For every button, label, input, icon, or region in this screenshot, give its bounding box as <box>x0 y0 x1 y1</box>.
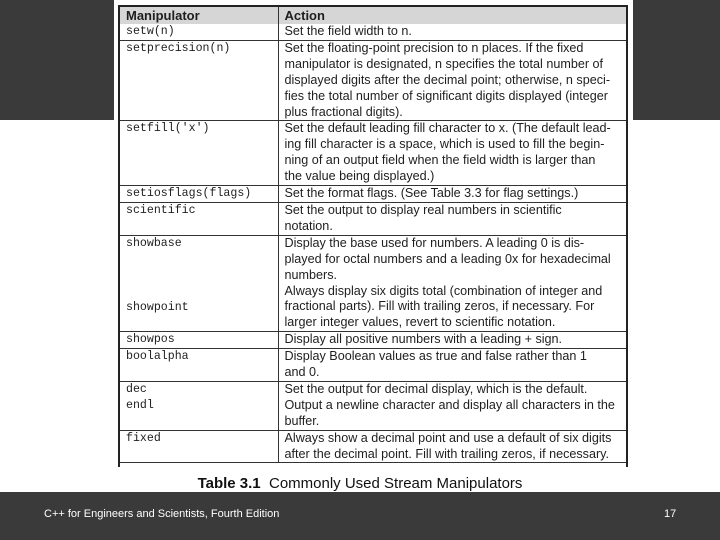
action-line: buffer. <box>284 413 320 428</box>
manipulator-name: setiosflags(flags) <box>126 187 252 201</box>
manipulator-cell <box>120 349 278 382</box>
manipulator-name: showpoint <box>126 300 189 314</box>
action-cell <box>278 430 626 463</box>
action-line: Set the output for decimal display, which is the default. <box>284 381 588 396</box>
action-cell <box>278 121 626 186</box>
action-cell <box>278 186 626 203</box>
action-cell <box>278 332 626 349</box>
table-row <box>120 381 626 397</box>
action-cell <box>278 349 626 382</box>
action-cell <box>278 202 626 235</box>
action-line: fies the total number of significant digits displayed (integer <box>284 88 608 103</box>
table-row <box>120 186 626 203</box>
action-line: larger integer values, revert to scientific notation. <box>284 315 556 330</box>
manipulator-cell <box>120 284 278 332</box>
table-row <box>120 235 626 283</box>
table-row <box>120 40 626 121</box>
action-line: Set the field width to n. <box>284 24 412 38</box>
table-row <box>120 430 626 463</box>
table-header-row <box>120 7 626 24</box>
manipulator-cell <box>120 202 278 235</box>
action-line: notation. <box>284 218 333 233</box>
action-line: Display all positive numbers with a leading + sign. <box>284 332 563 347</box>
manipulator-cell <box>120 121 278 186</box>
action-line: Always show a decimal point and use a default of six digits <box>284 430 612 445</box>
action-cell <box>278 235 626 283</box>
action-line: Display the base used for numbers. A leading 0 is dis- <box>284 235 585 250</box>
table-caption <box>0 475 720 492</box>
manipulator-name: showbase <box>126 236 182 250</box>
header-action: Action <box>278 7 626 24</box>
manipulator-cell <box>120 430 278 463</box>
table <box>120 7 626 463</box>
action-cell <box>278 40 626 121</box>
manipulator-cell <box>120 332 278 349</box>
footer-book-title: C++ for Engineers and Scientists, Fourth Edition <box>44 508 280 520</box>
header-manipulator: Manipulator <box>120 7 278 24</box>
caption-text: Commonly Used Stream Manipulators <box>269 475 523 492</box>
table-row <box>120 398 626 430</box>
manipulator-name: setprecision(n) <box>126 41 231 55</box>
action-line: Output a newline character and display all characters in the <box>284 397 615 412</box>
manipulator-name: setfill('x') <box>126 122 210 136</box>
manipulator-cell <box>120 186 278 203</box>
manipulator-cell <box>120 381 278 397</box>
action-line: fractional parts). Fill with trailing zeros, if necessary. For <box>284 299 595 314</box>
action-cell <box>278 398 626 430</box>
action-line: displayed digits after the decimal point; otherwise, n speci- <box>284 72 611 87</box>
manipulator-name: scientific <box>126 203 196 217</box>
manipulator-name: boolalpha <box>126 350 189 364</box>
action-line: Set the format flags. (See Table 3.3 for flag settings.) <box>284 186 579 201</box>
caption-label: Table 3.1 <box>197 475 261 492</box>
table-row <box>120 332 626 349</box>
action-line: Set the default leading fill character to x. (The default lead- <box>284 121 611 136</box>
manipulator-name: endl <box>126 398 154 412</box>
manipulator-cell <box>120 235 278 283</box>
footer-page-number: 17 <box>664 508 677 520</box>
manipulator-name: dec <box>126 382 147 396</box>
action-line: Display Boolean values as true and false rather than 1 <box>284 349 587 364</box>
manipulator-name: setw(n) <box>126 25 175 38</box>
action-line: after the decimal point. Fill with trailing zeros, if necessary. <box>284 446 610 461</box>
action-cell <box>278 381 626 397</box>
action-cell <box>278 24 626 40</box>
table-row <box>120 121 626 186</box>
action-line: Set the output to display real numbers in scientific <box>284 202 562 217</box>
manipulator-cell <box>120 24 278 40</box>
manipulator-cell <box>120 40 278 121</box>
action-line: and 0. <box>284 365 320 380</box>
table-row <box>120 349 626 382</box>
action-line: ning of an output field when the field width is larger than <box>284 153 596 168</box>
action-line: Set the floating-point precision to n places. If the fixed <box>284 40 584 55</box>
action-line: the value being displayed.) <box>284 169 435 184</box>
action-cell <box>278 284 626 332</box>
manipulator-cell <box>120 398 278 430</box>
table-row <box>120 202 626 235</box>
table-row <box>120 24 626 40</box>
table-row <box>120 284 626 332</box>
manipulator-table <box>118 5 628 467</box>
slide-content <box>114 0 633 492</box>
action-line: numbers. <box>284 267 337 282</box>
manipulator-name: showpos <box>126 333 175 347</box>
action-line: ing fill character is a space, which is used to fill the begin- <box>284 137 605 152</box>
manipulator-name: fixed <box>126 431 161 445</box>
action-line: Always display six digits total (combination of integer and <box>284 283 603 298</box>
action-line: manipulator is designated, n specifies the total number of <box>284 56 604 71</box>
action-line: played for octal numbers and a leading 0x for hexadecimal <box>284 251 611 266</box>
action-line: plus fractional digits). <box>284 104 403 119</box>
